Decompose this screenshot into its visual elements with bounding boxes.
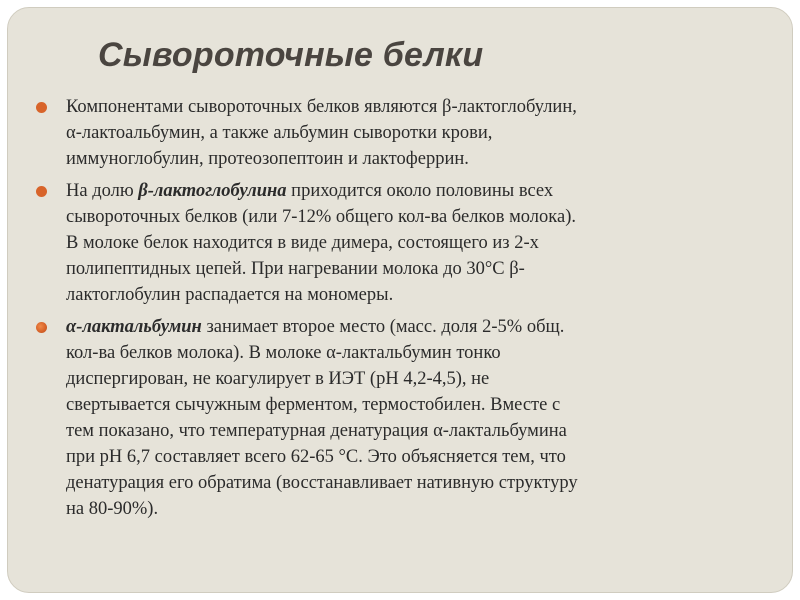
paragraph-line: сывороточных белков (или 7-12% общего кол-ва белков молока). — [66, 207, 576, 227]
slide-content — [30, 94, 775, 528]
orange-dot-icon — [36, 186, 47, 197]
paragraph-line: α-лактоальбумин, а также альбумин сыворотки крови, — [66, 123, 493, 143]
line-text: На долю — [66, 181, 139, 201]
paragraph-line — [66, 314, 775, 340]
line-text: приходится около половины всех — [286, 181, 554, 201]
paragraph-line: диспергирован, не коагулирует в ИЭТ (рН 4,2-4,5), не — [66, 369, 490, 389]
paragraph-line: В молоке белок находится в виде димера, состоящего из 2-х — [66, 233, 539, 253]
orange-dot-icon — [36, 102, 47, 113]
paragraph-line — [66, 178, 775, 204]
paragraph-line: кол-ва белков молока). В молоке α-лактальбумин тонко — [66, 343, 501, 363]
bullet-paragraph-2 — [30, 178, 775, 308]
slide — [7, 7, 793, 593]
bullet-paragraph-1 — [30, 94, 775, 172]
paragraph-line: денатурация его обратима (восстанавливает нативную структуру — [66, 473, 578, 493]
term-alpha-lactalbumin: α-лактальбумин — [66, 317, 202, 337]
paragraph-line: Компонентами сывороточных белков являются β-лактоглобулин, — [66, 97, 577, 117]
paragraph-line: тем показано, что температурная денатурация α-лактальбумина — [66, 421, 567, 441]
orange-dot-icon — [36, 322, 47, 333]
paragraph-line: полипептидных цепей. При нагревании молока до 30°С β- — [66, 259, 525, 279]
paragraph-line: лактоглобулин распадается на мономеры. — [66, 285, 394, 305]
bullet-paragraph-3 — [30, 314, 775, 522]
paragraph-line: при рН 6,7 составляет всего 62-65 °С. Это объясняется тем, что — [66, 447, 566, 467]
paragraph-line: свертывается сычужным ферментом, термостобилен. Вместе с — [66, 395, 561, 415]
slide-title: Сывороточные белки — [98, 36, 484, 74]
paragraph-line: иммуноглобулин, протеозопептоин и лактоферрин. — [66, 149, 469, 169]
line-text: занимает второе место (масс. доля 2-5% общ. — [201, 317, 565, 337]
paragraph-line: на 80-90%). — [66, 499, 159, 519]
term-beta-lactoglobulin: β-лактоглобулина — [138, 181, 287, 201]
